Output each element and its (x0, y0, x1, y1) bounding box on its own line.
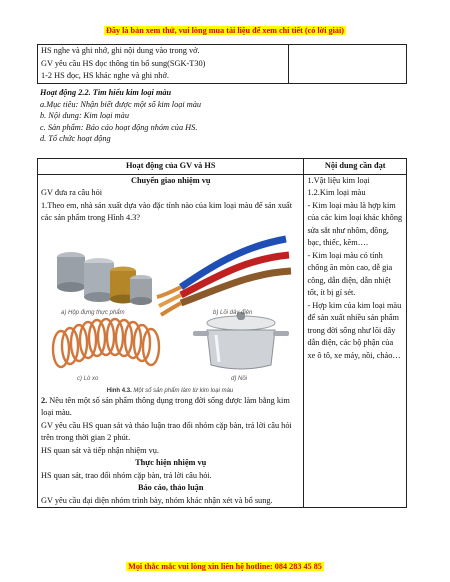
hotline-banner (0, 562, 450, 571)
pot-image (193, 312, 289, 369)
activity-heading-block (40, 87, 201, 145)
content-line-3: - Kim loại màu là hợp kim của các kim loại khác không sửa sắt như nhôm, đồng, bạc, thiếc, kẽm…. (307, 200, 403, 247)
task-assign-title: Chuyển giao nhiệm vụ (130, 175, 211, 185)
content-line-1: 1.Vật liệu kim loại (307, 175, 370, 185)
food-cans-image (57, 252, 152, 305)
activity-product: c. Sản phẩm: Báo cáo hoạt động nhóm của HS. (40, 122, 198, 132)
caption-c: c) Lò xo (77, 375, 99, 382)
activity-organization: d. Tổ chức hoạt động (40, 134, 111, 144)
figure-caption (41, 385, 299, 398)
preview-banner-text: Đây là bản xem thử, vui lòng mua tài liệu để xem chi tiết (có lời giải) (105, 26, 344, 35)
activities-cell (38, 174, 304, 508)
content-line-5: - Hợp kim của kim loại màu để sản xuất nhiều sản phẩm trong đời sống như lõi dây dẫn điện, các bộ phận của xe ô tô, xe máy, nồi, chảo… (307, 300, 402, 360)
prev-line-3: 1-2 HS đọc, HS khác nghe và ghi nhớ. (41, 71, 169, 80)
question-2-text: Nêu tên một số sản phẩm thông dụng trong đời sống được làm bằng kim loại màu. (41, 395, 290, 417)
prev-line-1: HS nghe và ghi nhớ, ghi nội dung vào trong vở. (41, 46, 200, 55)
report-title: Báo cáo, thảo luận (137, 483, 204, 492)
activity-title: Hoạt động 2.2. Tìm hiểu kim loại màu (40, 88, 172, 97)
question-2-number: 2. (41, 395, 48, 405)
activity-content: b. Nội dung: Kim loại màu (40, 111, 129, 121)
figure-caption-number: Hình 4.3. (106, 387, 132, 394)
prev-line-2: GV yêu cầu HS đọc thông tin bổ sung(SGK-T30) (41, 58, 206, 68)
col-header-activities: Hoạt động của GV và HS (38, 159, 304, 175)
figure-4-3 (41, 227, 299, 394)
perform-line-1: HS quan sát, trao đổi nhóm cặp bàn, trả lời câu hỏi. (41, 470, 212, 480)
caption-a: a) Hộp đựng thực phẩm (61, 309, 125, 316)
content-line-2: 1.2.Kim loại màu (307, 188, 366, 197)
electric-wires-image (157, 239, 291, 315)
perform-task-title: Thực hiện nhiệm vụ (135, 458, 207, 467)
caption-b: b) Lõi dây điện (213, 309, 253, 316)
task-question-2 (41, 395, 300, 420)
previous-activity-table (37, 44, 407, 84)
hotline-banner-text: Mọi thắc mắc vui lòng xin liên hệ hotline: 084 283 45 85 (128, 562, 322, 571)
col-header-content: Nội dung cần đạt (304, 159, 407, 175)
activity-goal: a.Mục tiêu: Nhận biết được một số kim loại màu (40, 99, 202, 109)
previous-activity-cell (38, 45, 289, 84)
content-cell (304, 174, 407, 508)
report-line-1: GV yêu cầu đại diện nhóm trình bày, nhóm khác nhận xét và bổ sung. (41, 495, 273, 505)
caption-d: d) Nồi (231, 375, 248, 382)
preview-banner (0, 26, 450, 35)
task-question-1: 1.Theo em, nhà sản xuất dựa vào đặc tính nào của kim loại màu để sản xuất các sản phẩm trong Hình 4.3? (41, 200, 293, 222)
content-line-4: - Kim loại màu có tính chống ăn mòn cao, dễ gia công, dẫn điện, dẫn nhiệt tốt, ít bị gỉ sét. (307, 250, 393, 297)
activity-table (37, 158, 407, 508)
figure-caption-text: Một số sản phẩm làm từ kim loại màu (131, 387, 234, 394)
task-line-4: HS quan sát và tiếp nhận nhiệm vụ. (41, 445, 159, 455)
spring-image (53, 319, 159, 367)
task-line-1: GV đưa ra câu hỏi (41, 188, 103, 197)
previous-content-cell (289, 45, 407, 84)
task-line-3: GV yêu cầu HS quan sát và thảo luận trao đổi nhóm cặp bàn, trả lời câu hỏi trên trong thời gian 2 phút. (41, 420, 292, 442)
